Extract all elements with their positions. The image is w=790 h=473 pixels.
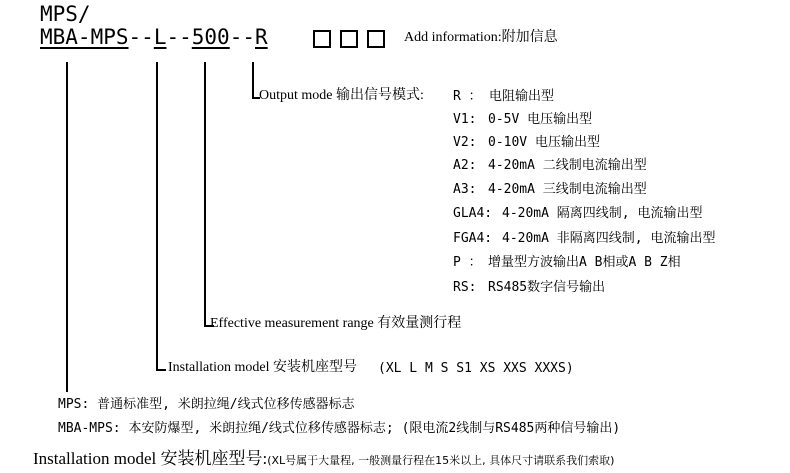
footer-install-detail: (XL号属于大量程, 一般测量行程在15米以上, 具体尺寸请联系我们索取)	[267, 454, 615, 467]
connector-line	[156, 62, 158, 370]
note-mba-mps: MBA-MPS: 本安防爆型, 米朗拉绳/线式位移传感器标志; (限电流2线制与RS485两种信号输出)	[58, 421, 621, 436]
footer-install-label-cn: 安装机座型号:	[160, 449, 268, 468]
code-separator: --	[128, 25, 154, 49]
add-info-label	[404, 31, 558, 45]
output-option-code: GLA4:	[453, 206, 493, 221]
output-option-code: A3:	[453, 182, 477, 197]
code-part-install: L	[153, 25, 167, 49]
connector-line	[66, 62, 68, 392]
output-option-desc: 4-20mA 非隔离四线制, 电流输出型	[502, 231, 716, 246]
output-option-desc: 4-20mA 三线制电流输出型	[488, 182, 647, 197]
code-part-range: 500	[191, 25, 230, 49]
output-option-desc: RS485数字信号输出	[488, 280, 606, 295]
output-option-code: FGA4:	[453, 231, 493, 246]
output-option-desc: 增量型方波输出A B相或A B Z相	[488, 255, 681, 270]
output-option-desc: 电阻输出型	[489, 89, 555, 104]
output-option-code: V2:	[453, 135, 477, 150]
output-option-code: P ：	[453, 255, 482, 270]
output-option-desc: 0-5V 电压输出型	[488, 112, 593, 127]
connector-line	[156, 369, 166, 371]
output-mode-label	[259, 89, 424, 103]
output-option-code: RS:	[453, 280, 477, 295]
footer-install-label-en: Installation model	[33, 449, 157, 468]
install-label-en: Installation model	[168, 360, 270, 375]
code-part-output: R	[255, 25, 268, 49]
range-label	[210, 317, 461, 331]
add-info-box	[340, 30, 358, 48]
output-option-desc: 0-10V 电压输出型	[488, 135, 600, 150]
note-mps: MPS: 普通标准型, 米朗拉绳/线式位移传感器标志	[58, 397, 355, 412]
output-option-code: V1:	[453, 112, 477, 127]
model-prefix-line: MPS/	[40, 2, 91, 26]
output-option-code: R ：	[453, 89, 482, 104]
install-label	[168, 361, 357, 375]
add-info-label-cn: 附加信息	[501, 30, 558, 45]
model-code	[40, 27, 268, 48]
install-label-cn: 安装机座型号	[272, 360, 357, 375]
output-option-code: A2:	[453, 158, 477, 173]
add-info-box	[367, 30, 385, 48]
code-separator: --	[229, 25, 255, 49]
output-mode-label-en: Output mode	[259, 88, 333, 103]
add-info-label-en: Add information:	[404, 30, 502, 45]
code-separator: --	[166, 25, 192, 49]
install-options: (XL L M S S1 XS XXS XXXS)	[378, 361, 574, 376]
output-option-desc: 4-20mA 隔离四线制, 电流输出型	[502, 206, 703, 221]
range-label-en: Effective measurement range	[210, 316, 374, 331]
output-mode-label-cn: 输出信号模式:	[336, 88, 424, 103]
code-part-model: MBA-MPS	[40, 25, 129, 49]
connector-line	[252, 62, 254, 98]
add-info-box	[313, 30, 331, 48]
connector-line	[204, 62, 206, 326]
range-label-cn: 有效量测行程	[377, 316, 462, 331]
output-option-desc: 4-20mA 二线制电流输出型	[488, 158, 647, 173]
footer-install-note	[33, 450, 614, 467]
